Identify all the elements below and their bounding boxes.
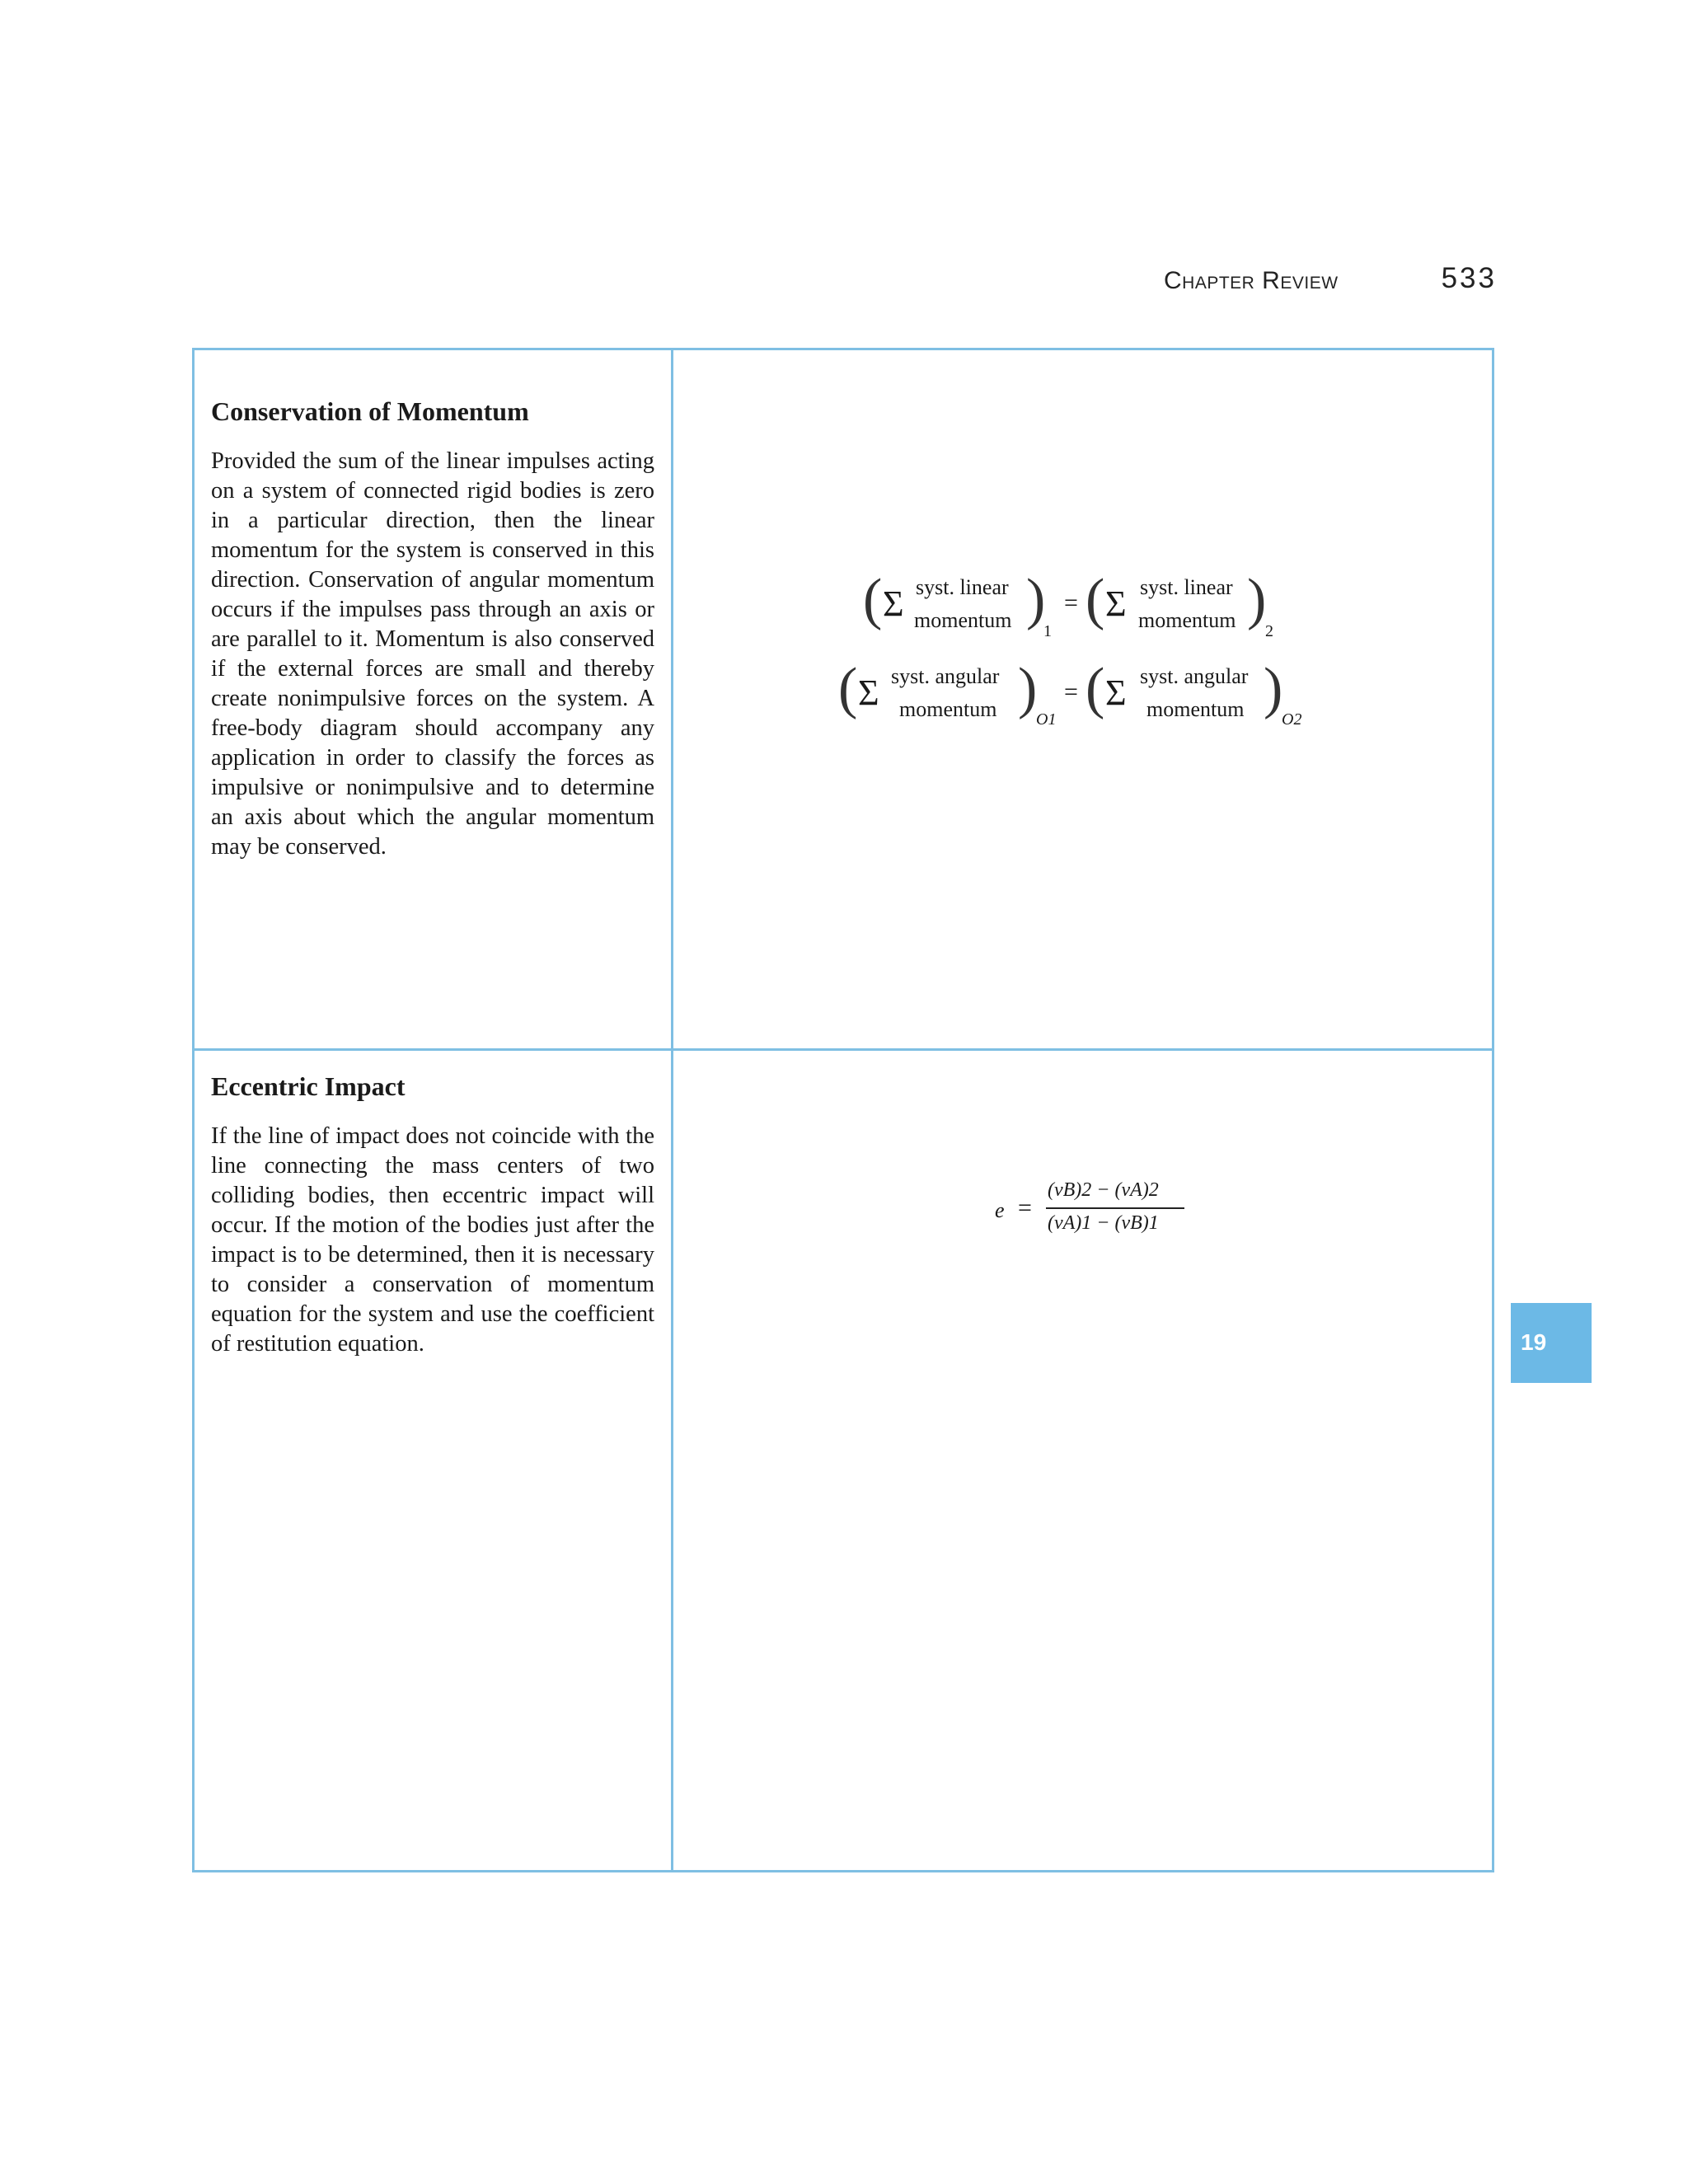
chapter-label: Chapter Review [1164,267,1339,294]
fraction-denominator: (vA)1 − (vB)1 [1048,1212,1159,1234]
restitution-e: e [995,1198,1005,1222]
angular-bottom-left: momentum [899,697,997,721]
conservation-formulas [673,350,1494,1048]
conservation-of-momentum-cell [211,396,654,862]
equals-sign: = [1064,589,1078,616]
linear-top-left: syst. linear [916,575,1009,599]
linear-top-right: syst. linear [1140,575,1233,599]
chapter-review-table [192,348,1494,1872]
sigma-symbol: Σ [1105,673,1127,713]
left-paren: ( [838,657,858,720]
section-body-eccentric: If the line of impact does not coincide with the line connecting the mass centers of two colliding bodies, then eccentric impact will occur. If the motion of the bodies just after the impact is to be determined, then it is necessary to consider a conservation of momentum equation for the system and use the coefficient of restitution equation. [211,1123,654,1357]
right-paren: ) [1264,657,1283,720]
left-paren: ( [1085,568,1105,631]
right-paren: ) [1018,657,1038,720]
eccentric-impact-cell [211,1071,654,1359]
chapter-tab-number: 19 [1521,1329,1547,1355]
linear-subscript-2: 2 [1265,622,1273,640]
chapter-tab [1511,1303,1592,1383]
sigma-symbol: Σ [883,583,904,624]
angular-subscript-o2: O2 [1282,710,1302,729]
left-paren: ( [1085,657,1105,720]
linear-bottom-right: momentum [1138,608,1236,632]
sigma-symbol: Σ [1105,583,1127,624]
angular-subscript-o1: O1 [1036,710,1057,729]
eccentric-formula [673,1051,1494,1870]
equals-sign: = [1064,678,1078,705]
section-body-conservation: Provided the sum of the linear impulses acting on a system of connected rigid bodies is zero in a particular direction, then the linear momentum for the system is conserved in this direction. Conservation of angular momentum occurs if the impulses pass through an axis or are parallel to it. Momentum is also conserved if the external forces are small and thereby create nonimpulsive forces on the system. A free-body diagram should accompany any application in order to classify the forces as impulsive or nonimpulsive and to determine an axis about which the angular momentum may be conserved. [211,448,654,860]
sigma-symbol: Σ [858,673,879,713]
right-paren: ) [1247,568,1267,631]
angular-top-right: syst. angular [1140,664,1249,688]
right-paren: ) [1026,568,1046,631]
equals-sign: = [1018,1194,1032,1221]
running-head [1154,262,1541,295]
angular-top-left: syst. angular [891,664,1000,688]
section-heading-eccentric: Eccentric Impact [211,1071,406,1101]
fraction-bar [1046,1207,1184,1209]
linear-subscript-1: 1 [1043,622,1052,640]
fraction-numerator: (vB)2 − (vA)2 [1048,1179,1159,1201]
page-number: 533 [1441,262,1497,294]
angular-bottom-right: momentum [1146,697,1245,721]
linear-bottom-left: momentum [914,608,1012,632]
section-heading-conservation: Conservation of Momentum [211,396,529,426]
left-paren: ( [863,568,883,631]
